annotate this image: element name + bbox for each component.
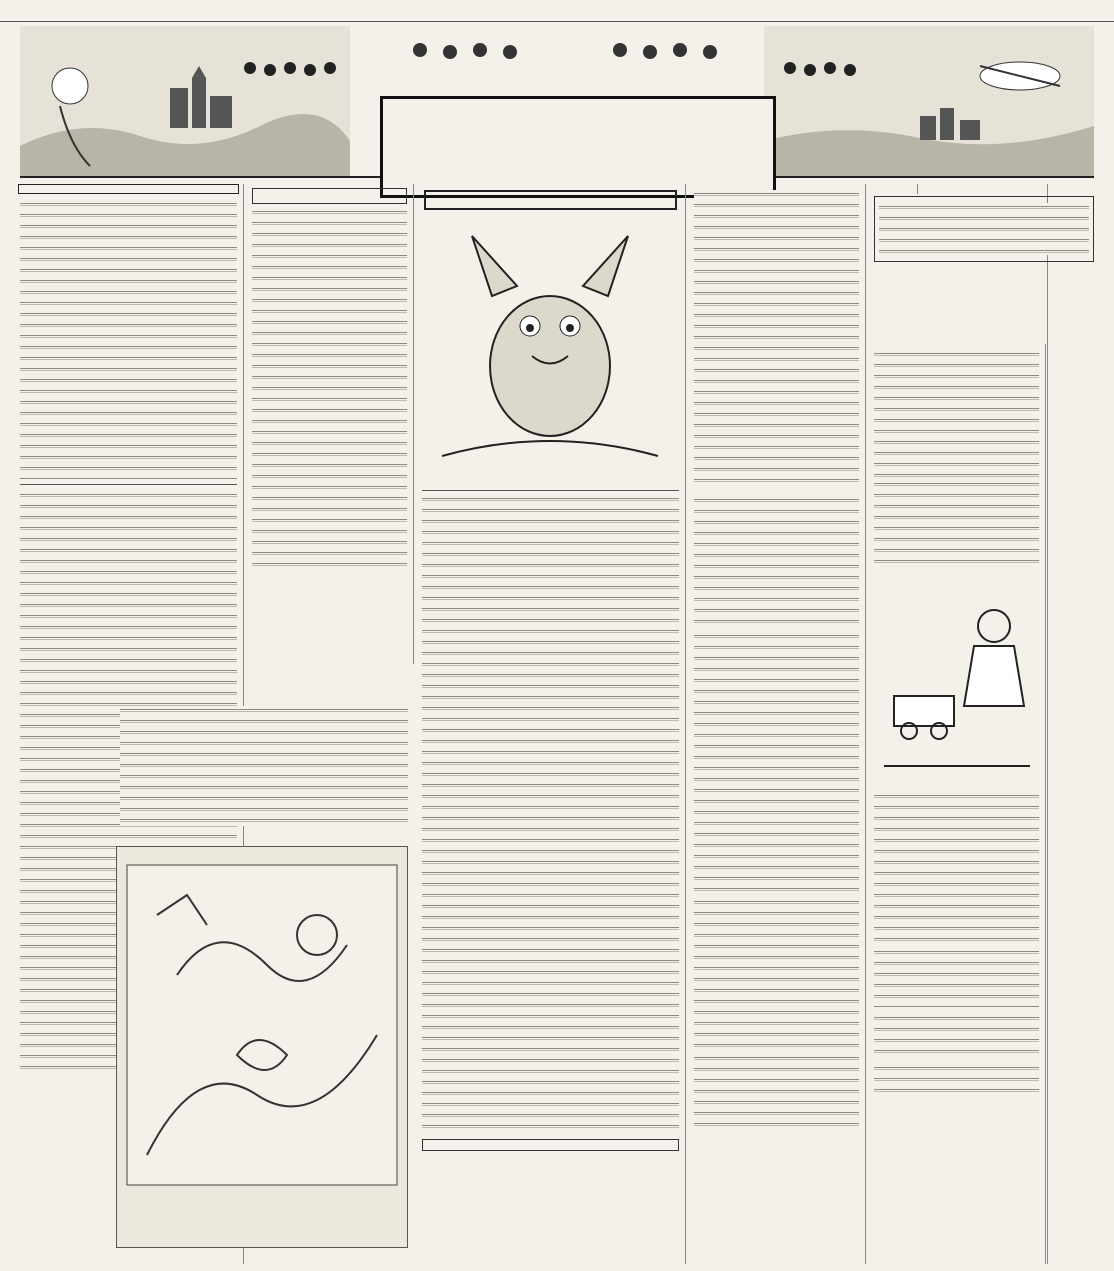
column-4 [688, 184, 866, 1264]
incredible-creatures-header [424, 190, 677, 210]
headline-little-world [18, 184, 239, 194]
golden-bird-illustration [117, 855, 407, 1195]
singers-of-spring-text [694, 190, 859, 490]
sixpence-time-text [252, 208, 407, 568]
column-6 [948, 344, 1100, 1264]
letters-text-upper [120, 706, 408, 826]
good-scribes-text [694, 496, 859, 626]
dawn-lady-signature-box [114, 658, 414, 708]
cowslip-ball-text [694, 898, 859, 1048]
centre-letters-text [422, 495, 679, 1135]
divider [20, 484, 237, 485]
happiness-tree-text-block [20, 200, 237, 480]
sponge-garden-text [694, 632, 859, 892]
christmas-rules-text [879, 203, 1089, 255]
golden-bird-figure [110, 840, 414, 1260]
happy-town-banner [20, 26, 1094, 178]
christmas-competitions-box [874, 196, 1094, 262]
dawn-lady-signature [114, 658, 414, 666]
column-2 [246, 184, 414, 664]
masthead [0, 0, 1114, 22]
letters-block-upper [114, 706, 414, 836]
divider [422, 490, 679, 491]
column-3 [416, 184, 686, 1264]
bin-ban-verse [416, 482, 685, 486]
bin-ban-illustration [422, 216, 678, 476]
christmas-competitions [868, 190, 1100, 340]
sixpence-time-header [252, 188, 407, 204]
thames-sunbeam-text [694, 1054, 859, 1134]
banner-title-plate [380, 96, 776, 198]
golden-bird-puzzle [116, 846, 408, 1248]
welcome-box [422, 1139, 679, 1151]
bin-ban-figure [422, 216, 679, 476]
